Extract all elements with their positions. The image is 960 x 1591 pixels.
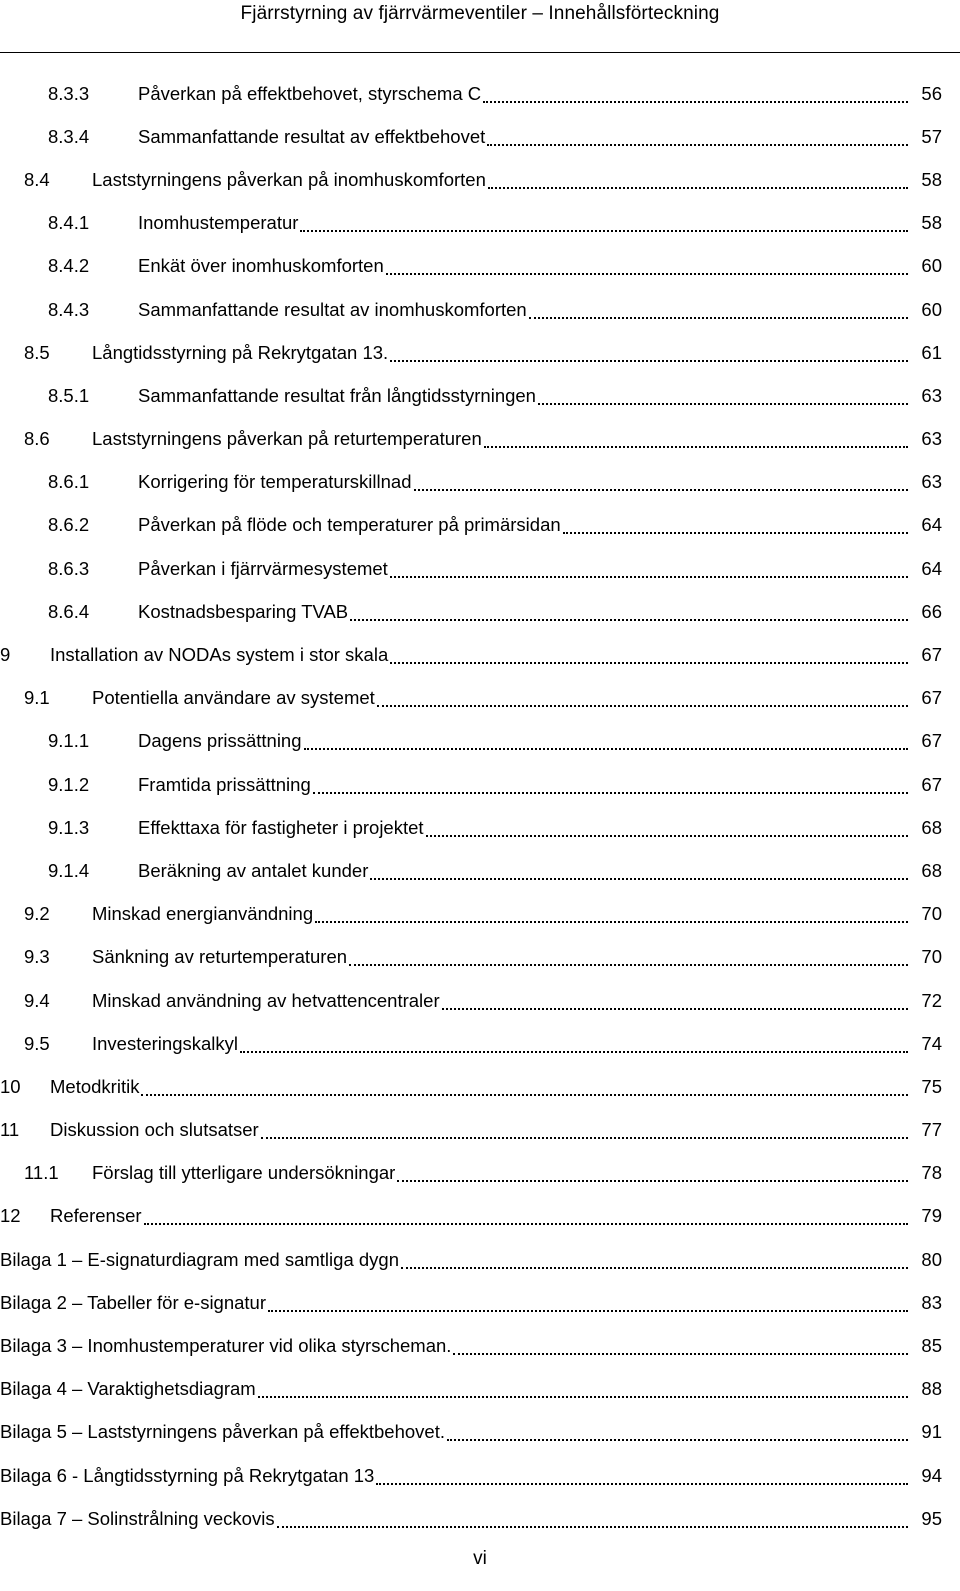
toc-entry-number: 9.1.2 bbox=[48, 773, 90, 795]
toc-entry-page[interactable]: 58 bbox=[921, 212, 942, 234]
toc-dot-leader bbox=[401, 1265, 908, 1269]
toc-entry-number: 12 bbox=[0, 1205, 21, 1227]
toc-dot-leader bbox=[483, 99, 908, 103]
toc-entry[interactable] bbox=[0, 1022, 960, 1065]
toc-entry[interactable] bbox=[0, 849, 960, 892]
toc-entry[interactable] bbox=[0, 1368, 960, 1411]
toc-dot-leader bbox=[414, 487, 908, 491]
toc-entry-number: 9.4 bbox=[24, 989, 50, 1011]
toc-entry-title[interactable]: Minskad användning av hetvattencentraler bbox=[92, 989, 440, 1011]
toc-entry-title[interactable]: Metodkritik bbox=[50, 1075, 140, 1097]
toc-entry-number: 8.3.4 bbox=[48, 125, 90, 147]
toc-entry-title[interactable]: Bilaga 5 – Laststyrningens påverkan på effektbehovet. bbox=[0, 1421, 445, 1443]
toc-dot-leader bbox=[538, 401, 908, 405]
toc-entry-page[interactable]: 64 bbox=[921, 514, 942, 536]
toc-entry-page[interactable]: 68 bbox=[921, 816, 942, 838]
toc-entry-title[interactable]: Sammanfattande resultat av inomhuskomforten bbox=[138, 298, 527, 320]
toc-entry-title[interactable]: Korrigering för temperaturskillnad bbox=[138, 471, 412, 493]
toc-entry[interactable] bbox=[0, 590, 960, 633]
toc-entry[interactable] bbox=[0, 1411, 960, 1454]
toc-entry-number: 9.2 bbox=[24, 903, 50, 925]
toc-entry-page[interactable]: 70 bbox=[921, 903, 942, 925]
toc-entry-title[interactable]: Bilaga 4 – Varaktighetsdiagram bbox=[0, 1378, 256, 1400]
toc-entry[interactable] bbox=[0, 158, 960, 201]
toc-entry-page[interactable]: 83 bbox=[921, 1291, 942, 1313]
document-title: Fjärrstyrning av fjärrvärmeventiler – Innehållsförteckning bbox=[240, 3, 720, 24]
toc-entry-number: 9.1.4 bbox=[48, 859, 90, 881]
toc-entry[interactable] bbox=[0, 245, 960, 288]
toc-entry-page[interactable]: 77 bbox=[921, 1119, 942, 1141]
toc-dot-leader bbox=[426, 833, 908, 837]
toc-entry[interactable] bbox=[0, 547, 960, 590]
toc-entry[interactable] bbox=[0, 763, 960, 806]
toc-entry-number: 9 bbox=[0, 644, 11, 666]
toc-dot-leader bbox=[529, 315, 908, 319]
toc-entry-page[interactable]: 74 bbox=[921, 1032, 942, 1054]
toc-dot-leader bbox=[390, 574, 908, 578]
toc-entry[interactable] bbox=[0, 633, 960, 676]
toc-entry[interactable] bbox=[0, 1065, 960, 1108]
toc-dot-leader bbox=[377, 703, 908, 707]
toc-entry-title[interactable]: Påverkan på effektbehovet, styrschema C bbox=[138, 82, 482, 104]
toc-entry-title[interactable]: Sänkning av returtemperaturen bbox=[92, 946, 348, 968]
running-header bbox=[0, 0, 960, 56]
toc-dot-leader bbox=[390, 660, 908, 664]
toc-dot-leader bbox=[268, 1308, 908, 1312]
toc-entry-number: 8.3.3 bbox=[48, 82, 90, 104]
toc-entry[interactable] bbox=[0, 1454, 960, 1497]
toc-entry-page[interactable]: 70 bbox=[921, 946, 942, 968]
toc-entry-number: 8.6.3 bbox=[48, 557, 90, 579]
toc-entry-number: 8.6.2 bbox=[48, 514, 90, 536]
toc-entry-number: 10 bbox=[0, 1075, 21, 1097]
toc-entry[interactable] bbox=[0, 72, 960, 115]
toc-entry[interactable] bbox=[0, 504, 960, 547]
header-divider bbox=[0, 52, 960, 53]
toc-entry-number: 9.5 bbox=[24, 1032, 50, 1054]
toc-entry-title[interactable]: Installation av NODAs system i stor skala bbox=[50, 644, 389, 666]
toc-dot-leader bbox=[376, 1481, 908, 1485]
page-footer bbox=[0, 1548, 960, 1570]
toc-entry-title[interactable]: Minskad energianvändning bbox=[92, 903, 314, 925]
toc-entry-title[interactable]: Bilaga 2 – Tabeller för e-signatur bbox=[0, 1291, 267, 1313]
toc-entry[interactable] bbox=[0, 979, 960, 1022]
toc-dot-leader bbox=[315, 919, 908, 923]
toc-dot-leader bbox=[453, 1351, 908, 1355]
toc-entry[interactable] bbox=[0, 893, 960, 936]
toc-entry[interactable] bbox=[0, 288, 960, 331]
toc-dot-leader bbox=[390, 358, 908, 362]
toc-entry-page[interactable]: 80 bbox=[921, 1248, 942, 1270]
toc-dot-leader bbox=[397, 1178, 908, 1182]
toc-entry-title[interactable]: Laststyrningens påverkan på returtemperaturen bbox=[92, 428, 482, 450]
toc-entry[interactable] bbox=[0, 1238, 960, 1281]
toc-entry-page[interactable]: 67 bbox=[921, 644, 942, 666]
toc-entry-number: 8.4.3 bbox=[48, 298, 90, 320]
toc-entry[interactable] bbox=[0, 115, 960, 158]
toc-entry-title[interactable]: Långtidsstyrning på Rekrytgatan 13. bbox=[92, 341, 389, 363]
toc-dot-leader bbox=[313, 790, 908, 794]
toc-entry-number: 8.6 bbox=[24, 428, 50, 450]
toc-entry-page[interactable]: 79 bbox=[921, 1205, 942, 1227]
toc-dot-leader bbox=[277, 1524, 908, 1528]
toc-entry-title[interactable]: Bilaga 3 – Inomhustemperaturer vid olika styrscheman. bbox=[0, 1335, 452, 1357]
toc-entry-page[interactable]: 95 bbox=[921, 1507, 942, 1529]
toc-entry-number: 8.4.2 bbox=[48, 255, 90, 277]
toc-entry-page[interactable]: 67 bbox=[921, 773, 942, 795]
toc-entry[interactable] bbox=[0, 677, 960, 720]
toc-entry-number: 9.3 bbox=[24, 946, 50, 968]
toc-dot-leader bbox=[350, 617, 908, 621]
toc-entry-title[interactable]: Investeringskalkyl bbox=[92, 1032, 239, 1054]
toc-dot-leader bbox=[144, 1221, 908, 1225]
toc-entry-page[interactable]: 88 bbox=[921, 1378, 942, 1400]
page-number: vi bbox=[473, 1548, 487, 1569]
toc-entry-page[interactable]: 94 bbox=[921, 1464, 942, 1486]
toc-entry[interactable] bbox=[0, 1497, 960, 1540]
toc-dot-leader bbox=[261, 1135, 908, 1139]
toc-entry-page[interactable]: 63 bbox=[921, 428, 942, 450]
toc-dot-leader bbox=[258, 1394, 908, 1398]
toc-dot-leader bbox=[563, 530, 908, 534]
table-of-contents bbox=[0, 72, 960, 1540]
toc-entry-page[interactable]: 66 bbox=[921, 600, 942, 622]
toc-dot-leader bbox=[141, 1092, 908, 1096]
toc-entry-number: 8.6.4 bbox=[48, 600, 90, 622]
toc-dot-leader bbox=[300, 228, 908, 232]
toc-entry[interactable] bbox=[0, 1152, 960, 1195]
toc-entry-page[interactable]: 63 bbox=[921, 471, 942, 493]
toc-entry-title[interactable]: Beräkning av antalet kunder bbox=[138, 859, 369, 881]
toc-entry-title[interactable]: Påverkan i fjärrvärmesystemet bbox=[138, 557, 388, 579]
toc-entry-title[interactable]: Sammanfattande resultat från långtidsstyrningen bbox=[138, 384, 536, 406]
toc-entry[interactable] bbox=[0, 461, 960, 504]
toc-entry[interactable] bbox=[0, 331, 960, 374]
toc-entry-page[interactable]: 67 bbox=[921, 687, 942, 709]
toc-entry-number: 11 bbox=[0, 1119, 20, 1141]
toc-entry-number: 8.5.1 bbox=[48, 384, 90, 406]
toc-entry-number: 9.1 bbox=[24, 687, 50, 709]
toc-entry-title[interactable]: Dagens prissättning bbox=[138, 730, 302, 752]
toc-entry-page[interactable]: 63 bbox=[921, 384, 942, 406]
toc-dot-leader bbox=[488, 185, 908, 189]
toc-entry-number: 8.6.1 bbox=[48, 471, 90, 493]
toc-entry-title[interactable]: Kostnadsbesparing TVAB bbox=[138, 600, 349, 622]
toc-entry[interactable] bbox=[0, 1324, 960, 1367]
toc-entry-title[interactable]: Referenser bbox=[50, 1205, 142, 1227]
toc-entry-page[interactable]: 57 bbox=[921, 125, 942, 147]
toc-entry-number: 11.1 bbox=[24, 1162, 59, 1184]
toc-entry-title[interactable]: Påverkan på flöde och temperaturer på primärsidan bbox=[138, 514, 561, 536]
toc-dot-leader bbox=[484, 444, 908, 448]
toc-entry[interactable] bbox=[0, 720, 960, 763]
toc-entry-number: 9.1.3 bbox=[48, 816, 90, 838]
toc-entry-number: 8.5 bbox=[24, 341, 50, 363]
toc-dot-leader bbox=[370, 876, 908, 880]
toc-entry-title[interactable]: Bilaga 6 - Långtidsstyrning på Rekrytgatan 13 bbox=[0, 1464, 375, 1486]
toc-entry-title[interactable]: Förslag till ytterligare undersökningar bbox=[92, 1162, 396, 1184]
toc-entry-title[interactable]: Bilaga 1 – E-signaturdiagram med samtliga dygn bbox=[0, 1248, 399, 1270]
toc-dot-leader bbox=[442, 1006, 908, 1010]
toc-entry-page[interactable]: 61 bbox=[921, 341, 942, 363]
toc-dot-leader bbox=[349, 962, 908, 966]
toc-entry[interactable] bbox=[0, 1109, 960, 1152]
toc-entry-number: 9.1.1 bbox=[48, 730, 90, 752]
toc-entry[interactable] bbox=[0, 418, 960, 461]
toc-entry-page[interactable]: 72 bbox=[921, 989, 942, 1011]
toc-entry-page[interactable]: 64 bbox=[921, 557, 942, 579]
toc-entry[interactable] bbox=[0, 806, 960, 849]
toc-entry-title[interactable]: Framtida prissättning bbox=[138, 773, 311, 795]
toc-dot-leader bbox=[240, 1049, 908, 1053]
toc-entry-title[interactable]: Laststyrningens påverkan på inomhuskomforten bbox=[92, 168, 486, 190]
toc-entry-page[interactable]: 91 bbox=[921, 1421, 942, 1443]
toc-entry[interactable] bbox=[0, 202, 960, 245]
toc-entry[interactable] bbox=[0, 1281, 960, 1324]
toc-dot-leader bbox=[304, 746, 908, 750]
toc-entry-page[interactable]: 60 bbox=[921, 255, 942, 277]
toc-entry-page[interactable]: 56 bbox=[921, 82, 942, 104]
toc-entry-page[interactable]: 60 bbox=[921, 298, 942, 320]
toc-dot-leader bbox=[447, 1437, 908, 1441]
toc-entry-title[interactable]: Enkät över inomhuskomforten bbox=[138, 255, 384, 277]
toc-entry-title[interactable]: Potentiella användare av systemet bbox=[92, 687, 375, 709]
toc-dot-leader bbox=[386, 271, 908, 275]
toc-dot-leader bbox=[487, 142, 908, 146]
toc-entry-page[interactable]: 67 bbox=[921, 730, 942, 752]
toc-entry-page[interactable]: 68 bbox=[921, 859, 942, 881]
toc-entry[interactable] bbox=[0, 936, 960, 979]
toc-entry[interactable] bbox=[0, 1195, 960, 1238]
toc-entry-title[interactable]: Sammanfattande resultat av effektbehovet bbox=[138, 125, 486, 147]
toc-entry-title[interactable]: Effekttaxa för fastigheter i projektet bbox=[138, 816, 424, 838]
toc-entry-title[interactable]: Diskussion och slutsatser bbox=[50, 1119, 259, 1141]
toc-entry-page[interactable]: 75 bbox=[921, 1075, 942, 1097]
toc-entry-page[interactable]: 78 bbox=[921, 1162, 942, 1184]
toc-entry[interactable] bbox=[0, 374, 960, 417]
toc-entry-number: 8.4.1 bbox=[48, 212, 90, 234]
toc-entry-number: 8.4 bbox=[24, 168, 50, 190]
toc-entry-title[interactable]: Inomhustemperatur bbox=[138, 212, 299, 234]
toc-entry-page[interactable]: 85 bbox=[921, 1335, 942, 1357]
toc-entry-page[interactable]: 58 bbox=[921, 168, 942, 190]
toc-entry-title[interactable]: Bilaga 7 – Solinstrålning veckovis bbox=[0, 1507, 275, 1529]
